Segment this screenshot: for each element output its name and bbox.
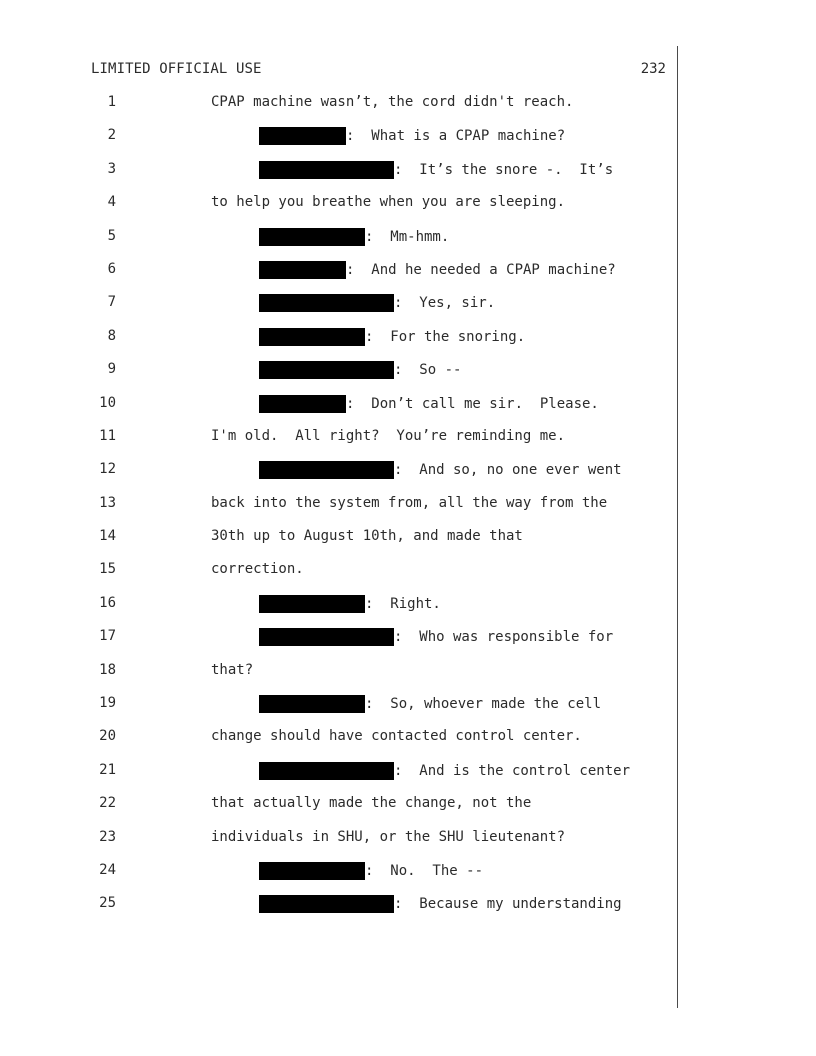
redacted-speaker-name — [259, 595, 365, 613]
speech-text: : Yes, sir. — [394, 295, 496, 312]
transcript-line — [0, 762, 816, 795]
speech-text: : Don’t call me sir. Please. — [346, 395, 599, 412]
line-number: 23 — [99, 828, 116, 845]
transcript-line — [0, 294, 816, 327]
transcript-line — [0, 829, 816, 862]
line-number: 4 — [107, 194, 116, 211]
redacted-speaker-name — [259, 695, 365, 713]
transcript-lines — [0, 94, 816, 929]
redacted-speaker-name — [259, 361, 394, 379]
transcript-line — [0, 561, 816, 594]
redacted-speaker-name — [259, 895, 394, 913]
continuation-text: CPAP machine wasn’t, the cord didn't reach. — [211, 94, 574, 110]
transcript-line — [0, 795, 816, 828]
transcript-line — [0, 127, 816, 160]
redacted-speaker-name — [259, 461, 394, 479]
transcript-line — [0, 428, 816, 461]
speaker-turn — [259, 628, 613, 646]
speaker-turn — [259, 895, 622, 913]
classification-header: LIMITED OFFICIAL USE — [91, 61, 262, 77]
transcript-line — [0, 862, 816, 895]
speaker-turn — [259, 361, 461, 379]
speaker-turn — [259, 395, 599, 413]
speaker-turn — [259, 261, 616, 279]
speaker-turn — [259, 228, 449, 246]
transcript-line — [0, 461, 816, 494]
line-number: 16 — [99, 594, 116, 611]
speaker-turn — [259, 862, 483, 880]
redacted-speaker-name — [259, 294, 394, 312]
line-number: 9 — [107, 361, 116, 378]
speech-text: : Right. — [365, 595, 441, 612]
speech-text: : What is a CPAP machine? — [346, 128, 566, 145]
speech-text: : So -- — [394, 362, 462, 379]
speaker-turn — [259, 127, 565, 145]
continuation-text: 30th up to August 10th, and made that — [211, 528, 523, 545]
line-number: 14 — [99, 528, 116, 545]
speaker-turn — [259, 762, 630, 780]
redacted-speaker-name — [259, 261, 346, 279]
speech-text: : Because my understanding — [394, 896, 622, 913]
speech-text: : Who was responsible for — [394, 629, 614, 646]
continuation-text: that actually made the change, not the — [211, 795, 532, 812]
continuation-text: that? — [211, 661, 254, 678]
continuation-text: correction. — [211, 561, 304, 578]
transcript-line — [0, 495, 816, 528]
speaker-turn — [259, 294, 495, 312]
speech-text: : For the snoring. — [365, 328, 526, 345]
transcript-line — [0, 395, 816, 428]
line-number: 2 — [107, 127, 116, 144]
redacted-speaker-name — [259, 395, 346, 413]
line-number: 21 — [99, 761, 116, 778]
line-number: 17 — [99, 628, 116, 645]
speaker-turn — [259, 595, 441, 613]
line-number: 6 — [107, 260, 116, 277]
line-number: 20 — [99, 728, 116, 745]
transcript-line — [0, 595, 816, 628]
speech-text: : And so, no one ever went — [394, 462, 622, 479]
transcript-line — [0, 728, 816, 761]
transcript-line — [0, 194, 816, 227]
speech-text: : And is the control center — [394, 762, 631, 779]
transcript-line — [0, 528, 816, 561]
line-number: 15 — [99, 561, 116, 578]
transcript-line — [0, 161, 816, 194]
transcript-line — [0, 662, 816, 695]
continuation-text: back into the system from, all the way from the — [211, 494, 608, 511]
redacted-speaker-name — [259, 161, 394, 179]
speaker-turn — [259, 328, 525, 346]
speaker-turn — [259, 461, 622, 479]
redacted-speaker-name — [259, 628, 394, 646]
speaker-turn — [259, 695, 601, 713]
page-number: 232 — [640, 61, 666, 77]
speech-text: : And he needed a CPAP machine? — [346, 261, 616, 278]
line-number: 1 — [107, 94, 116, 110]
line-number: 12 — [99, 461, 116, 478]
speaker-turn — [259, 161, 613, 179]
line-number: 8 — [107, 327, 116, 344]
line-number: 13 — [99, 494, 116, 511]
transcript-line — [0, 695, 816, 728]
transcript-line — [0, 895, 816, 928]
line-number: 11 — [99, 427, 116, 444]
redacted-speaker-name — [259, 762, 394, 780]
continuation-text: to help you breathe when you are sleeping. — [211, 194, 566, 211]
line-number: 10 — [99, 394, 116, 411]
continuation-text: I'm old. All right? You’re reminding me. — [211, 427, 566, 444]
transcript-line — [0, 328, 816, 361]
transcript-line — [0, 361, 816, 394]
line-number: 18 — [99, 661, 116, 678]
transcript-line — [0, 261, 816, 294]
speech-text: : Mm-hmm. — [365, 228, 450, 245]
redacted-speaker-name — [259, 328, 365, 346]
speech-text: : So, whoever made the cell — [365, 696, 602, 713]
redacted-speaker-name — [259, 127, 346, 145]
speech-text: : It’s the snore -. It’s — [394, 161, 614, 178]
line-number: 19 — [99, 695, 116, 712]
redacted-speaker-name — [259, 862, 365, 880]
line-number: 22 — [99, 795, 116, 812]
line-number: 3 — [107, 160, 116, 177]
transcript-line — [0, 628, 816, 661]
redacted-speaker-name — [259, 228, 365, 246]
speech-text: : No. The -- — [365, 862, 484, 879]
continuation-text: change should have contacted control center. — [211, 728, 582, 745]
transcript-line — [0, 228, 816, 261]
line-number: 5 — [107, 227, 116, 244]
line-number: 24 — [99, 861, 116, 878]
line-number: 7 — [107, 294, 116, 311]
transcript-line — [0, 94, 816, 127]
line-number: 25 — [99, 895, 116, 912]
continuation-text: individuals in SHU, or the SHU lieutenant? — [211, 828, 566, 845]
